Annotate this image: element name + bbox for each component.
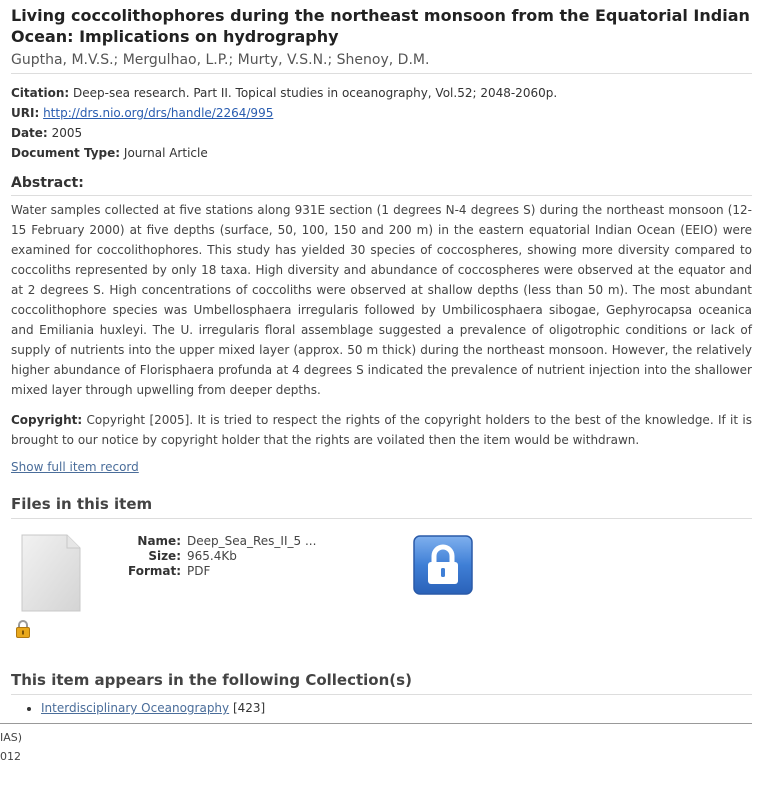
document-type-row xyxy=(11,143,752,163)
copyright-label: Copyright: xyxy=(11,413,83,427)
date-row xyxy=(11,123,752,143)
document-type-value: Journal Article xyxy=(123,146,208,160)
list-item xyxy=(41,700,752,716)
file-name-value: Deep_Sea_Res_II_5 ... xyxy=(187,534,317,548)
abstract-heading: Abstract: xyxy=(11,174,752,196)
author-name: Guptha, M.V.S. xyxy=(11,52,114,68)
footer-divider xyxy=(0,723,752,724)
date-value: 2005 xyxy=(51,126,83,140)
file-name-label: Name: xyxy=(137,534,181,548)
file-format-value: PDF xyxy=(187,564,211,578)
item-view xyxy=(11,5,752,716)
item-metadata xyxy=(11,83,752,163)
collections-heading: This item appears in the following Collection(s) xyxy=(11,671,752,695)
collection-link-interdisciplinary-oceanography[interactable]: Interdisciplinary Oceanography xyxy=(41,701,230,715)
footer-line-2: 012 xyxy=(0,750,21,763)
file-name-row xyxy=(121,534,316,549)
document-type-label: Document Type: xyxy=(11,146,121,160)
document-thumbnail-icon[interactable] xyxy=(21,534,81,612)
show-full-item-record-link[interactable]: Show full item record xyxy=(11,460,139,474)
padlock-icon xyxy=(15,619,31,639)
item-title: Living coccolithophores during the northeast monsoon from the Equatorial Indian Ocean: Implications on hydrography xyxy=(11,6,750,46)
copyright-text: Copyright [2005]. It is tried to respect the rights of the copyright holders to the best of the knowledge. If it is brought to our notice by copyright holder that the rights are voilated then the item would be withdrawn. xyxy=(11,413,752,447)
file-size-row xyxy=(121,549,316,564)
citation-row xyxy=(11,83,752,103)
author-separator: ; xyxy=(228,52,238,68)
author-separator: ; xyxy=(113,52,123,68)
file-format-row xyxy=(121,564,316,579)
collections-list xyxy=(11,700,752,716)
uri-row xyxy=(11,103,752,123)
copyright-statement xyxy=(11,410,752,450)
citation-value: Deep-sea research. Part II. Topical studies in oceanography, Vol.52; 2048-2060p. xyxy=(73,86,558,100)
abstract-text: Water samples collected at five stations along 931E section (1 degrees N-4 degrees S) during the northeast monsoon (12-15 February 2000) at five depths (surface, 50, 100, 150 and 200 m) in the eastern equatorial Indian Ocean (EEIO) were examined for coccolithophores. This study has yielded 30 species of coccospheres, showing more diversity compared to coccoliths represented by only 18 taxa. High diversity and abundance of coccospheres were observed at the equator and at 2 degrees S. High concentrations of coccoliths were observed at shallow depths (less than 50 m). The most abundant coccolithophore species was Umbellosphaera irregularis followed by Umbilicosphaera sibogae, Gephyrocapsa oceanica and Emiliania huxleyi. The U. irregularis floral assemblage suggested a prevalence of oligotrophic conditions or lack of supply of nutrients into the upper mixed layer (approx. 50 m thick) during the northeast monsoon. However, the relatively higher abundance of Florisphaera profunda at 4 degrees S indicated the prevalence of nutrient injection into the shallower mixed layer through upwelling from deeper depths. xyxy=(11,203,752,397)
uri-link[interactable]: http://drs.nio.org/drs/handle/2264/995 xyxy=(43,106,274,120)
file-size-value: 965.4Kb xyxy=(187,549,237,563)
collection-count: [423] xyxy=(232,701,266,715)
date-label: Date: xyxy=(11,126,48,140)
citation-label: Citation: xyxy=(11,86,70,100)
author-name: Shenoy, D.M. xyxy=(336,52,430,68)
file-entry xyxy=(11,519,752,659)
author-separator: ; xyxy=(327,52,337,68)
author-name: Mergulhao, L.P. xyxy=(122,52,229,68)
files-heading: Files in this item xyxy=(11,495,752,519)
uri-label: URI: xyxy=(11,106,40,120)
file-details xyxy=(121,534,316,579)
author-list xyxy=(11,51,752,74)
file-size-label: Size: xyxy=(148,549,181,563)
author-name: Murty, V.S.N. xyxy=(237,52,328,68)
restricted-access-lock-icon[interactable] xyxy=(413,535,473,595)
footer-line-1: IAS) xyxy=(0,731,23,744)
file-format-label: Format: xyxy=(127,564,181,578)
